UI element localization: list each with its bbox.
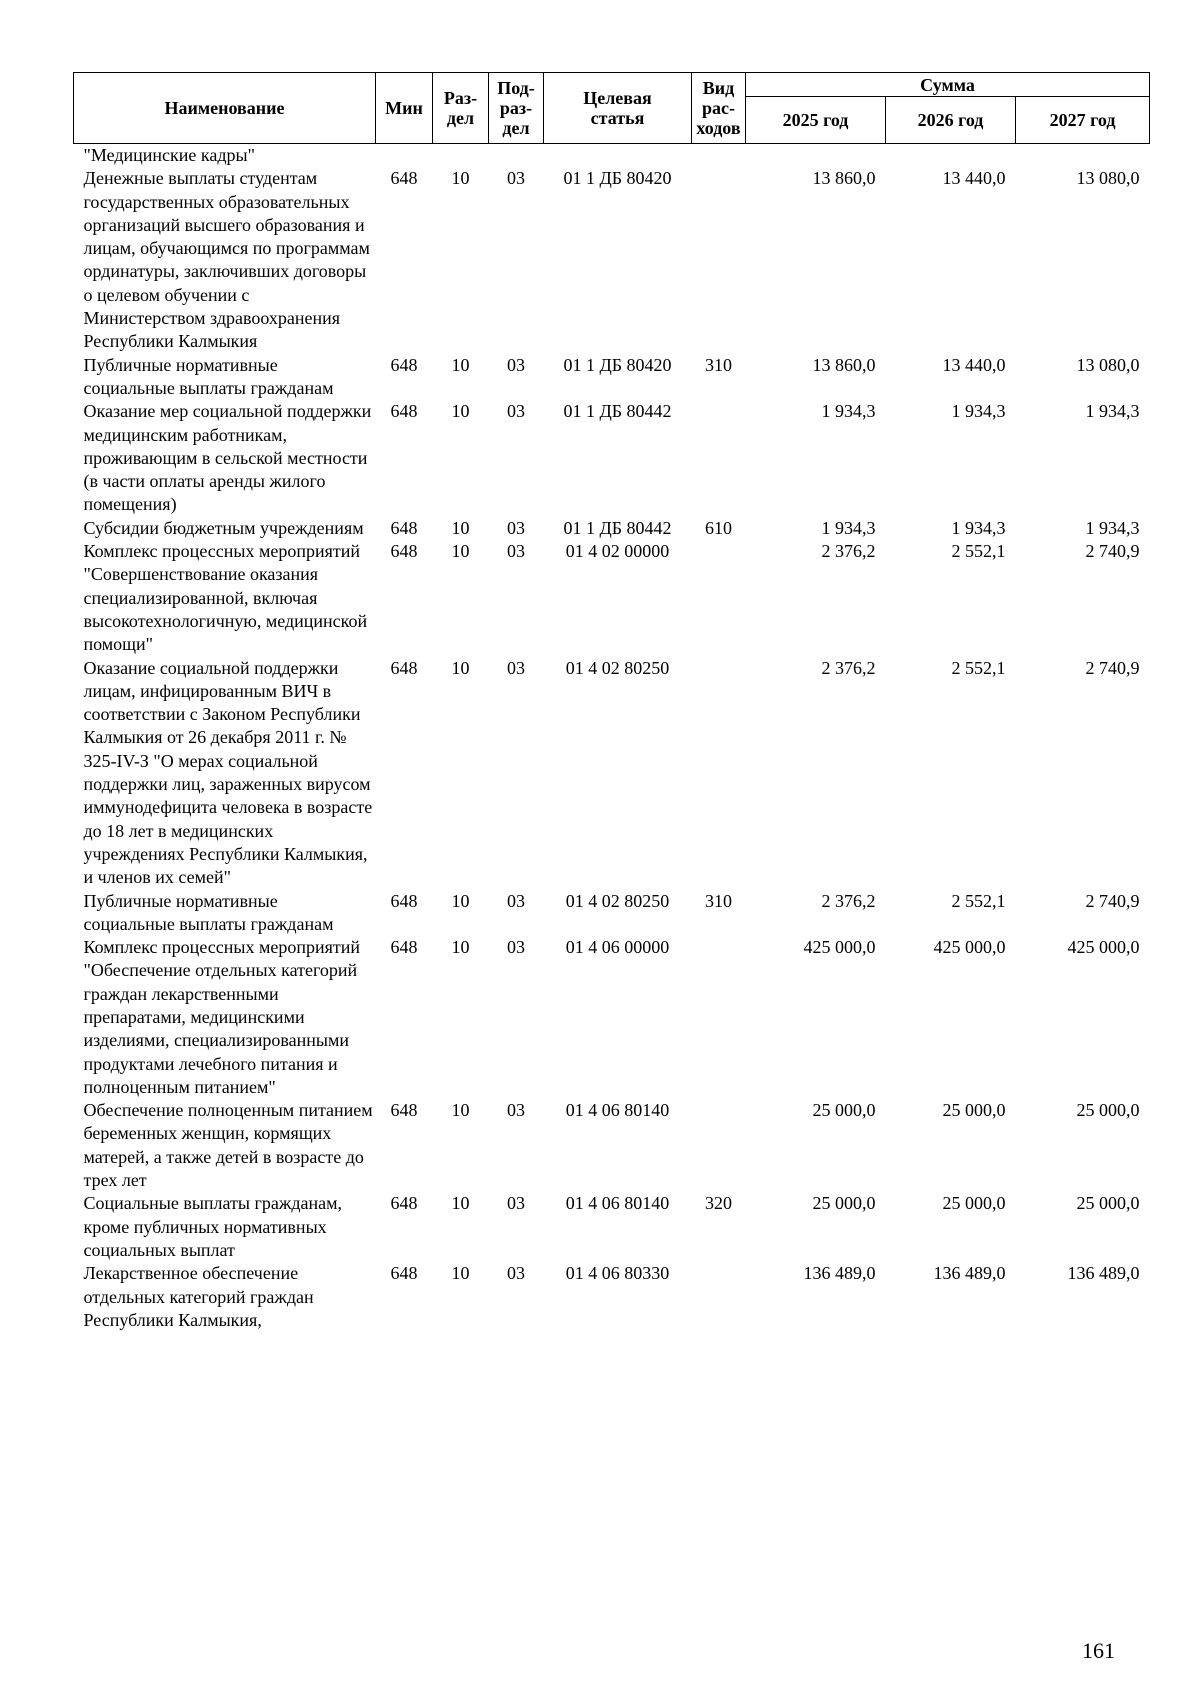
row-name-cell: Обеспечение полноценным питанием беременных женщин, кормящих матерей, а также детей в возрасте до трех лет: [83, 1100, 373, 1191]
header-razdel-line: Раз-: [443, 88, 478, 108]
row-name-cell: Комплекс процессных мероприятий "Обеспечение отдельных категорий граждан лекарственными препаратами, медицинскими изделиями, специализированными продуктами лечебного питания и полноценным питанием": [83, 937, 361, 1097]
row-min-cell: 648: [390, 541, 418, 562]
row-amount-2027-cell: 2 740,9: [1085, 657, 1140, 678]
header-year-2027: 2027 год: [1016, 97, 1150, 144]
row-name-cell: Публичные нормативные социальные выплаты гражданам: [83, 890, 334, 934]
header-razdel: [433, 73, 489, 144]
row-min-cell: 648: [390, 401, 418, 422]
row-vid-cell: [692, 167, 746, 353]
row-amount-2027-cell: 13 080,0: [1076, 354, 1140, 375]
table-header: [74, 73, 1150, 144]
header-year-2025: 2025 год: [746, 97, 886, 144]
row-min-cell: 648: [390, 937, 418, 958]
row-razdel-cell: 10: [451, 1100, 470, 1121]
header-min: Мин: [376, 73, 433, 144]
row-vid-cell: [692, 936, 746, 1099]
row-name-cell: Денежные выплаты студентам государственных образовательных организаций высшего образования и лицам, обучающимся по программам ординатуры, заключивших договоры о целевом обучении с Министерством здравоохранения Республики Калмыкия: [83, 168, 370, 352]
table-row: [74, 1192, 1150, 1262]
table-row: [74, 144, 1150, 168]
header-vid-line: ходов: [696, 118, 741, 138]
row-amount-2026-cell: 13 440,0: [942, 168, 1006, 189]
row-amount-2027-cell: 25 000,0: [1076, 1100, 1140, 1121]
header-vid-line: рас-: [702, 98, 735, 118]
row-vid-cell: [692, 144, 746, 168]
row-min-cell: 648: [390, 890, 418, 911]
row-amount-2025-cell: 2 376,2: [821, 541, 876, 562]
row-amount-2027-cell: [1016, 144, 1150, 168]
row-amount-2027-cell: 2 740,9: [1085, 890, 1140, 911]
row-target-cell: 01 4 06 00000: [565, 937, 670, 958]
header-razdel-line: дел: [446, 108, 475, 128]
header-year-2026: 2026 год: [886, 97, 1016, 144]
row-amount-2025-cell: 2 376,2: [821, 657, 876, 678]
row-razdel-cell: 10: [451, 1193, 470, 1214]
row-podrazdel-cell: 03: [507, 890, 525, 911]
row-podrazdel-cell: 03: [507, 517, 525, 538]
row-target-cell: 01 4 06 80140: [565, 1193, 670, 1214]
row-amount-2026-cell: 2 552,1: [951, 890, 1006, 911]
row-name-cell: Лекарственное обеспечение отдельных категорий граждан Республики Калмыкия,: [83, 1263, 314, 1330]
row-razdel-cell: 10: [451, 541, 470, 562]
table-row: [74, 890, 1150, 937]
row-target-cell: 01 1 ДБ 80420: [563, 354, 672, 375]
row-podrazdel-cell: 03: [507, 354, 525, 375]
row-razdel-cell: 10: [451, 517, 470, 538]
row-amount-2027-cell: 2 740,9: [1085, 541, 1140, 562]
table-row: [74, 517, 1150, 540]
row-vid-cell: [692, 540, 746, 656]
header-vid-line: Вид: [702, 78, 735, 98]
row-amount-2027-cell: 13 080,0: [1076, 168, 1140, 189]
row-podrazdel-cell: [489, 144, 544, 168]
table-row: [74, 167, 1150, 353]
row-razdel-cell: 10: [451, 937, 470, 958]
row-amount-2026-cell: 2 552,1: [951, 657, 1006, 678]
row-amount-2025-cell: 1 934,3: [821, 401, 876, 422]
row-amount-2027-cell: 1 934,3: [1085, 401, 1140, 422]
row-razdel-cell: 10: [451, 401, 470, 422]
row-amount-2026-cell: 136 489,0: [933, 1263, 1006, 1284]
header-target-line: статья: [590, 108, 645, 128]
header-target: [544, 73, 692, 144]
row-min-cell: 648: [390, 1193, 418, 1214]
table-row: [74, 540, 1150, 656]
row-vid-cell: 610: [705, 517, 732, 538]
row-podrazdel-cell: 03: [507, 1100, 525, 1121]
row-vid-cell: [692, 1262, 746, 1332]
row-amount-2026-cell: 425 000,0: [933, 937, 1006, 958]
row-name-cell: Комплекс процессных мероприятий "Совершенствование оказания специализированной, включая высокотехнологичную, медицинской помощи": [83, 541, 368, 655]
row-target-cell: 01 1 ДБ 80420: [563, 168, 672, 189]
row-podrazdel-cell: 03: [507, 1263, 525, 1284]
row-vid-cell: 320: [705, 1193, 732, 1214]
header-podrazdel-line: дел: [502, 118, 530, 138]
header-target-line: Целевая: [583, 88, 652, 108]
row-podrazdel-cell: 03: [507, 541, 525, 562]
row-amount-2026-cell: 25 000,0: [942, 1193, 1006, 1214]
row-podrazdel-cell: 03: [507, 401, 525, 422]
row-amount-2025-cell: 1 934,3: [821, 517, 876, 538]
row-razdel-cell: 10: [451, 168, 470, 189]
header-sum: Сумма: [746, 73, 1150, 97]
row-amount-2027-cell: 425 000,0: [1067, 937, 1140, 958]
table-row: [74, 400, 1150, 516]
row-amount-2026-cell: 13 440,0: [942, 354, 1006, 375]
row-name-cell: "Медицинские кадры": [83, 145, 255, 165]
row-vid-cell: [692, 1099, 746, 1192]
row-min-cell: 648: [390, 657, 418, 678]
row-amount-2025-cell: 13 860,0: [812, 168, 876, 189]
row-min-cell: 648: [390, 1263, 418, 1284]
row-amount-2027-cell: 1 934,3: [1085, 517, 1140, 538]
table-body: [74, 144, 1150, 1333]
row-min-cell: 648: [390, 168, 418, 189]
row-amount-2026-cell: 1 934,3: [951, 401, 1006, 422]
row-razdel-cell: 10: [451, 354, 470, 375]
row-razdel-cell: [433, 144, 489, 168]
table-row: [74, 1099, 1150, 1192]
row-amount-2026-cell: 1 934,3: [951, 517, 1006, 538]
row-amount-2026-cell: 2 552,1: [951, 541, 1006, 562]
row-podrazdel-cell: 03: [507, 657, 525, 678]
table-row: [74, 936, 1150, 1099]
row-amount-2027-cell: 136 489,0: [1067, 1263, 1140, 1284]
row-amount-2025-cell: 25 000,0: [812, 1100, 876, 1121]
row-amount-2025-cell: 2 376,2: [821, 890, 876, 911]
row-target-cell: 01 1 ДБ 80442: [563, 401, 672, 422]
header-podrazdel-line: Под-: [497, 78, 535, 98]
row-target-cell: [544, 144, 692, 168]
row-name-cell: Публичные нормативные социальные выплаты гражданам: [83, 354, 334, 398]
row-podrazdel-cell: 03: [507, 1193, 525, 1214]
row-name-cell: Социальные выплаты гражданам, кроме публичных нормативных социальных выплат: [83, 1193, 342, 1260]
budget-table: [73, 72, 1150, 1332]
row-podrazdel-cell: 03: [507, 168, 525, 189]
header-podrazdel: [489, 73, 544, 144]
row-amount-2026-cell: 25 000,0: [942, 1100, 1006, 1121]
row-target-cell: 01 4 06 80140: [565, 1100, 670, 1121]
row-min-cell: 648: [390, 1100, 418, 1121]
row-razdel-cell: 10: [451, 1263, 470, 1284]
row-name-cell: Оказание социальной поддержки лицам, инфицированным ВИЧ в соответствии с Законом Республики Калмыкия от 26 декабря 2011 г. № 325-IV-З "О мерах социальной поддержки лиц, зараженных вирусом иммунодефицита человека в возрасте до 18 лет в медицинских учреждениях Республики Калмыкия, и членов их семей": [83, 657, 373, 888]
row-amount-2026-cell: [886, 144, 1016, 168]
row-podrazdel-cell: 03: [507, 937, 525, 958]
row-amount-2025-cell: 25 000,0: [812, 1193, 876, 1214]
row-name-cell: Субсидии бюджетным учреждениям: [83, 517, 364, 538]
row-amount-2025-cell: 136 489,0: [803, 1263, 876, 1284]
row-target-cell: 01 1 ДБ 80442: [563, 517, 672, 538]
row-razdel-cell: 10: [451, 890, 470, 911]
row-min-cell: [376, 144, 433, 168]
table-row: [74, 657, 1150, 890]
row-target-cell: 01 4 06 80330: [565, 1263, 670, 1284]
row-target-cell: 01 4 02 80250: [565, 890, 670, 911]
row-min-cell: 648: [390, 354, 418, 375]
row-vid-cell: 310: [705, 890, 732, 911]
header-podrazdel-line: раз-: [499, 98, 533, 118]
row-amount-2027-cell: 25 000,0: [1076, 1193, 1140, 1214]
row-vid-cell: [692, 400, 746, 516]
row-razdel-cell: 10: [451, 657, 470, 678]
row-name-cell: Оказание мер социальной поддержки медицинским работникам, проживающим в сельской местности (в части оплаты аренды жилого помещения): [83, 401, 372, 515]
table-row: [74, 1262, 1150, 1332]
row-target-cell: 01 4 02 80250: [565, 657, 670, 678]
header-name: Наименование: [74, 73, 376, 144]
header-vid: [692, 73, 746, 144]
row-vid-cell: 310: [705, 354, 732, 375]
page-number: 161: [1082, 1638, 1115, 1663]
row-vid-cell: [692, 657, 746, 890]
row-min-cell: 648: [390, 517, 418, 538]
row-amount-2025-cell: 13 860,0: [812, 354, 876, 375]
row-amount-2025-cell: 425 000,0: [803, 937, 876, 958]
row-amount-2025-cell: [746, 144, 886, 168]
row-target-cell: 01 4 02 00000: [565, 541, 670, 562]
table-row: [74, 354, 1150, 401]
